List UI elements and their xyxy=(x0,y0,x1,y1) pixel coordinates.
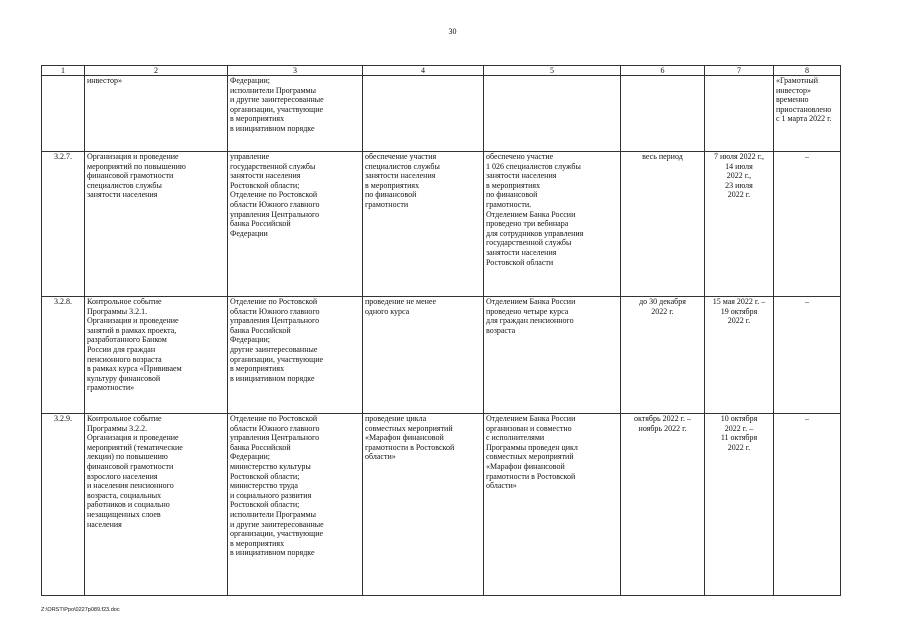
cell-line: грамотности. xyxy=(486,199,532,209)
cell-line: в инициативном порядке xyxy=(230,123,315,133)
cell-line: мероприятий (тематические xyxy=(87,442,183,452)
cell-line: грамотности в Ростовской xyxy=(365,442,455,452)
table-row xyxy=(42,414,841,596)
cell-line: банка Российской xyxy=(230,442,291,452)
cell-line: грамотности в Ростовской xyxy=(486,471,576,481)
cell-line: государственной службы xyxy=(230,161,316,171)
cell-line: управления Центрального xyxy=(230,433,320,443)
cell-line: Отделение по Ростовской xyxy=(230,190,318,200)
cell-line: в мероприятиях xyxy=(230,114,285,124)
cell-line: совместных мероприятий xyxy=(486,452,574,462)
cell-line: области Южного главного xyxy=(230,423,320,433)
cell-line: области Южного главного xyxy=(230,306,320,316)
event-cell xyxy=(85,152,228,297)
note-cell xyxy=(774,152,841,297)
cell-line: области» xyxy=(486,481,517,491)
cell-line: в рамках курса «Прививаем xyxy=(87,364,182,374)
executors-cell xyxy=(228,152,363,297)
result-planned-cell xyxy=(363,414,484,596)
deadline-actual-cell xyxy=(705,152,774,297)
cell-line: России для граждан xyxy=(87,344,156,354)
cell-line: министерство труда xyxy=(230,481,298,491)
cell-line: 2022 г. xyxy=(651,306,674,316)
cell-line: «Грамотный xyxy=(776,76,819,85)
cell-line: Федерации; xyxy=(230,76,271,85)
cell-line: обеспечение участия xyxy=(365,152,437,161)
deadline-planned-cell xyxy=(621,76,705,152)
cell-line: взрослого населения xyxy=(87,471,158,481)
cell-line: «Марафон финансовой xyxy=(365,433,444,443)
cell-line: приостановлено xyxy=(776,104,832,114)
cell-line: области Южного главного xyxy=(230,199,320,209)
cell-line: в мероприятиях xyxy=(230,364,285,374)
cell-line: специалистов службы xyxy=(87,180,162,190)
header-cell: 4 xyxy=(363,66,484,76)
cell-line: Контрольное событие xyxy=(87,414,162,423)
cell-line: Организация и проведение xyxy=(87,152,179,161)
cell-line: Программы 3.2.2. xyxy=(87,423,148,433)
cell-line: и другие заинтересованные xyxy=(230,519,324,529)
cell-line: до 30 декабря xyxy=(639,297,686,306)
cell-line: Организация и проведение xyxy=(87,316,179,326)
deadline-planned-cell xyxy=(621,414,705,596)
note-cell xyxy=(774,76,841,152)
cell-line: Контрольное событие xyxy=(87,297,162,306)
cell-line: – xyxy=(805,152,809,161)
cell-line: инвестор» xyxy=(87,76,122,85)
cell-line: ноябрь 2022 г. xyxy=(638,423,687,433)
table-row xyxy=(42,297,841,414)
cell-line: пенсионного возраста xyxy=(87,354,162,364)
result-actual-cell xyxy=(484,76,621,152)
header-cell: 2 xyxy=(85,66,228,76)
cell-line: занятости населения xyxy=(230,171,301,181)
cell-line: 11 октября xyxy=(720,433,758,443)
cell-line: по финансовой xyxy=(365,190,417,200)
cell-line: в инициативном порядке xyxy=(230,548,315,558)
cell-line: проведено три вебинара xyxy=(486,219,569,229)
cell-line: – xyxy=(805,414,809,423)
result-actual-cell xyxy=(484,297,621,414)
number-cell: 3.2.8. xyxy=(42,297,85,414)
cell-line: 7 июля 2022 г., xyxy=(713,152,765,161)
cell-line: для сотрудников управления xyxy=(486,228,584,238)
cell-line: в мероприятиях xyxy=(365,180,420,190)
cell-line: Программы проведен цикл xyxy=(486,442,578,452)
cell-line: мероприятий по повышению xyxy=(87,161,186,171)
cell-line: с исполнителями xyxy=(486,433,545,443)
cell-line: Отделением Банка России xyxy=(486,209,576,219)
cell-line: занятости населения xyxy=(87,190,158,200)
deadline-planned-cell xyxy=(621,152,705,297)
deadline-actual-cell xyxy=(705,76,774,152)
cell-line: 1 026 специалистов службы xyxy=(486,161,581,171)
file-path-footer: Z:\ORST\Ppo\0227p089.f23.doc xyxy=(41,607,120,613)
cell-line: грамотности» xyxy=(87,383,135,393)
cell-line: возраста xyxy=(486,325,516,335)
cell-line: возраста, социальных xyxy=(87,490,162,500)
cell-line: Ростовской области; xyxy=(230,500,300,510)
cell-line: 2022 г., xyxy=(726,171,752,181)
cell-line: 2022 г. xyxy=(727,190,751,200)
cell-line: и другие заинтересованные xyxy=(230,95,324,105)
cell-line: Ростовской области; xyxy=(230,180,300,190)
number-cell: 3.2.7. xyxy=(42,152,85,297)
cell-line: Федерации; xyxy=(230,452,271,462)
cell-line: весь период xyxy=(642,152,683,161)
header-cell: 1 xyxy=(42,66,85,76)
cell-line: другие заинтересованные xyxy=(230,344,318,354)
cell-line: проведено четыре курса xyxy=(486,306,569,316)
cell-line: разработанного Банком xyxy=(87,335,167,345)
cell-line: управление xyxy=(230,152,270,161)
cell-line: для граждан пенсионного xyxy=(486,316,574,326)
cell-line: лекции) по повышению xyxy=(87,452,168,462)
cell-line: и социального развития xyxy=(230,490,312,500)
cell-line: области» xyxy=(365,452,396,462)
cell-line: Отделением Банка России xyxy=(486,297,576,306)
cell-line: Отделением Банка России xyxy=(486,414,576,423)
header-cell: 5 xyxy=(484,66,621,76)
cell-line: проведение цикла xyxy=(365,414,427,423)
event-cell xyxy=(85,76,228,152)
cell-line: в мероприятиях xyxy=(486,180,541,190)
executors-cell xyxy=(228,414,363,596)
cell-line: Отделение по Ростовской xyxy=(230,414,318,423)
cell-line: Ростовской области xyxy=(486,257,554,267)
header-cell: 3 xyxy=(228,66,363,76)
table-row xyxy=(42,152,841,297)
header-cell: 6 xyxy=(621,66,705,76)
cell-line: 19 октября xyxy=(720,306,758,316)
cell-line: временно xyxy=(776,95,809,105)
cell-line: исполнители Программы xyxy=(230,85,316,95)
cell-line: специалистов службы xyxy=(365,161,440,171)
table-row xyxy=(42,76,841,152)
cell-line: 2022 г. xyxy=(727,442,751,452)
cell-line: 15 мая 2022 г. – xyxy=(712,297,766,306)
cell-line: банка Российской xyxy=(230,219,291,229)
deadline-planned-cell xyxy=(621,297,705,414)
cell-line: и населения пенсионного xyxy=(87,481,174,491)
cell-line: банка Российской xyxy=(230,325,291,335)
header-cell: 7 xyxy=(705,66,774,76)
cell-line: организации, участвующие xyxy=(230,354,324,364)
cell-line: обеспечено участие xyxy=(486,152,554,161)
cell-line: Организация и проведение xyxy=(87,433,179,443)
cell-line: занятости населения xyxy=(486,247,557,257)
result-planned-cell xyxy=(363,76,484,152)
cell-line: Федерации; xyxy=(230,335,271,345)
cell-line: 2022 г. – xyxy=(724,423,754,433)
cell-line: совместных мероприятий xyxy=(365,423,453,433)
cell-line: занятий в рамках проекта, xyxy=(87,325,177,335)
event-cell xyxy=(85,297,228,414)
cell-line: «Марафон финансовой xyxy=(486,461,565,471)
cell-line: 10 октября xyxy=(720,414,758,423)
result-planned-cell xyxy=(363,297,484,414)
cell-line: с 1 марта 2022 г. xyxy=(776,114,832,124)
result-actual-cell xyxy=(484,414,621,596)
executors-cell xyxy=(228,297,363,414)
cell-line: инвестор» xyxy=(776,85,811,95)
deadline-actual-cell xyxy=(705,297,774,414)
number-cell: 3.2.9. xyxy=(42,414,85,596)
cell-line: работников и социально xyxy=(87,500,170,510)
header-cell: 8 xyxy=(774,66,841,76)
program-table xyxy=(41,65,841,596)
deadline-actual-cell xyxy=(705,414,774,596)
cell-line: незащищенных слоев xyxy=(87,509,161,519)
cell-line: Ростовской области; xyxy=(230,471,300,481)
result-planned-cell xyxy=(363,152,484,297)
cell-line: финансовой грамотности xyxy=(87,461,174,471)
number-cell xyxy=(42,76,85,152)
cell-line: занятости населения xyxy=(486,171,557,181)
cell-line: культуру финансовой xyxy=(87,373,161,383)
cell-line: финансовой грамотности xyxy=(87,171,174,181)
cell-line: управления Центрального xyxy=(230,209,320,219)
cell-line: в инициативном порядке xyxy=(230,373,315,383)
cell-line: управления Центрального xyxy=(230,316,320,326)
cell-line: исполнители Программы xyxy=(230,509,316,519)
note-cell xyxy=(774,414,841,596)
cell-line: одного курса xyxy=(365,306,410,316)
cell-line: октябрь 2022 г. – xyxy=(634,414,691,423)
event-cell xyxy=(85,414,228,596)
cell-line: Программы 3.2.1. xyxy=(87,306,148,316)
cell-line: 2022 г. xyxy=(727,316,751,326)
cell-line: 23 июля xyxy=(725,180,753,190)
cell-line: Отделение по Ростовской xyxy=(230,297,318,306)
result-actual-cell xyxy=(484,152,621,297)
executors-cell xyxy=(228,76,363,152)
cell-line: в мероприятиях xyxy=(230,538,285,548)
cell-line: занятости населения xyxy=(365,171,436,181)
cell-line: организации, участвующие xyxy=(230,104,324,114)
cell-line: организации, участвующие xyxy=(230,529,324,539)
cell-line: организован и совместно xyxy=(486,423,572,433)
cell-line: государственной службы xyxy=(486,238,572,248)
page-number: 30 xyxy=(448,27,457,36)
cell-line: грамотности xyxy=(365,199,409,209)
cell-line: – xyxy=(805,297,809,306)
cell-line: 14 июля xyxy=(725,161,753,171)
cell-line: Федерации xyxy=(230,228,268,238)
cell-line: министерство культуры xyxy=(230,461,311,471)
cell-line: населения xyxy=(87,519,122,529)
cell-line: по финансовой xyxy=(486,190,538,200)
note-cell xyxy=(774,297,841,414)
header-row xyxy=(42,66,841,76)
cell-line: проведение не менее xyxy=(365,297,437,306)
